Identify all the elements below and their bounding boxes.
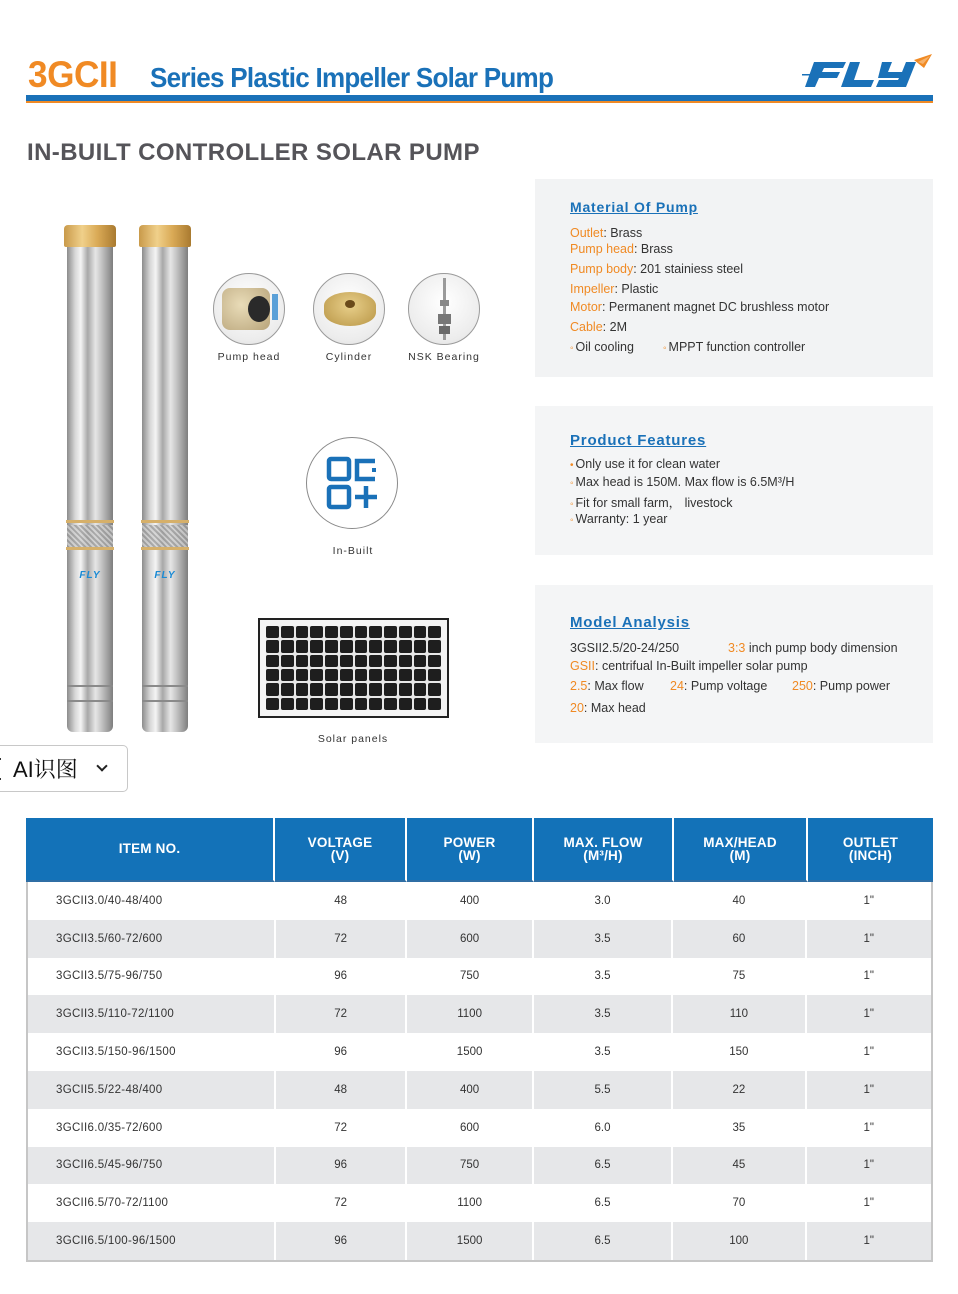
bullet-icon: ◦ xyxy=(570,343,574,354)
fly-logo-icon xyxy=(802,54,934,90)
model-gsii: GSII: centrifual In-Built impeller solar pump xyxy=(570,659,808,673)
solar-cell xyxy=(399,655,412,667)
material-item: Cable: 2M xyxy=(570,320,627,334)
solar-cell xyxy=(384,640,397,652)
solar-cell xyxy=(414,626,427,638)
solar-cell xyxy=(414,640,427,652)
solar-cell xyxy=(296,626,309,638)
solar-panel-image xyxy=(258,618,449,718)
solar-cell xyxy=(296,655,309,667)
pump-image-2 xyxy=(139,225,191,732)
model-analysis-panel xyxy=(535,585,933,743)
solar-cell xyxy=(384,698,397,710)
solar-cell xyxy=(355,698,368,710)
col-header-item-no: ITEM NO. xyxy=(26,818,275,882)
solar-cell xyxy=(340,655,353,667)
bullet-icon: ◦ xyxy=(663,343,667,354)
solar-cell xyxy=(340,626,353,638)
table-row: 3GCII3.5/150-96/1500 96 1500 3.5 150 1" xyxy=(28,1033,931,1071)
solar-cell xyxy=(414,683,427,695)
model-dimension: 3:3 inch pump body dimension xyxy=(728,641,898,655)
solar-cell xyxy=(281,626,294,638)
table-row: 3GCII6.5/70-72/1100 72 1100 6.5 70 1" xyxy=(28,1184,931,1222)
solar-cell xyxy=(399,669,412,681)
solar-cell xyxy=(399,640,412,652)
solar-cell xyxy=(369,655,382,667)
solar-cell xyxy=(355,669,368,681)
solar-cell xyxy=(325,669,338,681)
solar-cell xyxy=(340,669,353,681)
solar-cell xyxy=(399,698,412,710)
brass-outlet-icon xyxy=(64,225,116,247)
series-code: 3GCII xyxy=(28,54,118,95)
section-subtitle: IN-BUILT CONTROLLER SOLAR PUMP xyxy=(27,139,480,166)
solar-cell xyxy=(310,683,323,695)
brass-outlet-icon xyxy=(139,225,191,247)
solar-cell xyxy=(281,640,294,652)
table-row: 3GCII3.5/110-72/1100 72 1100 3.5 110 1" xyxy=(28,995,931,1033)
solar-cell xyxy=(384,655,397,667)
feature-item: • Only use it for clean water xyxy=(570,457,721,471)
solar-cell xyxy=(296,640,309,652)
bearing-image-icon xyxy=(408,273,480,345)
component-pump-head: Pump head xyxy=(211,273,287,363)
solar-cell xyxy=(384,669,397,681)
feature-item: ◦ Fit for small farm， livestock xyxy=(570,496,733,510)
material-item: Outlet: Brass xyxy=(570,226,643,240)
solar-cell xyxy=(310,698,323,710)
solar-cell xyxy=(428,669,441,681)
solar-cell xyxy=(266,698,279,710)
spec-table xyxy=(26,818,933,1262)
solar-cell xyxy=(325,626,338,638)
table-row: 3GCII3.0/40-48/400 48 400 3.0 40 1" xyxy=(28,882,931,920)
material-item: Pump body: 201 stainiess steel xyxy=(570,262,744,276)
solar-cell xyxy=(325,698,338,710)
solar-cell xyxy=(281,683,294,695)
solar-cell xyxy=(414,669,427,681)
pump-head-image-icon xyxy=(213,273,285,345)
material-bullet: ◦ MPPT function controller xyxy=(663,340,806,354)
bullet-icon: • xyxy=(570,460,574,471)
solar-cell xyxy=(266,640,279,652)
cylinder-image-icon xyxy=(313,273,385,345)
solar-cell xyxy=(325,640,338,652)
solar-cell xyxy=(428,698,441,710)
solar-cell xyxy=(340,683,353,695)
component-cylinder: Cylinder xyxy=(311,273,387,363)
features-title: Product Features xyxy=(570,432,707,449)
pump-brand-label: FLY xyxy=(79,570,101,581)
header-divider-accent xyxy=(26,101,933,103)
page-title: Series Plastic Impeller Solar Pump xyxy=(150,62,554,93)
material-title: Material Of Pump xyxy=(570,199,698,215)
solar-cell xyxy=(310,626,323,638)
solar-cell xyxy=(384,683,397,695)
col-header-outlet: OUTLET (INCH) xyxy=(808,818,933,882)
component-nsk-bearing: NSK Bearing xyxy=(406,273,482,363)
table-row: 3GCII6.5/100-96/1500 96 1500 6.5 100 1" xyxy=(28,1222,931,1260)
solar-cell xyxy=(266,669,279,681)
table-row: 3GCII3.5/75-96/750 96 750 3.5 75 1" xyxy=(28,958,931,996)
solar-panel-label: Solar panels xyxy=(317,733,389,745)
solar-cell xyxy=(325,655,338,667)
solar-cell xyxy=(355,655,368,667)
model-analysis-title: Model Analysis xyxy=(570,614,690,631)
model-voltage: 24: Pump voltage xyxy=(670,679,768,693)
solar-cell xyxy=(369,640,382,652)
solar-cell xyxy=(355,626,368,638)
feature-item: ◦ Max head is 150M. Max flow is 6.5M³/H xyxy=(570,475,795,489)
bullet-icon: ◦ xyxy=(570,478,574,489)
material-panel xyxy=(535,179,933,377)
model-head: 20: Max head xyxy=(570,701,646,715)
solar-cell xyxy=(428,655,441,667)
solar-cell xyxy=(399,626,412,638)
solar-cell xyxy=(310,640,323,652)
solar-cell xyxy=(296,683,309,695)
solar-cell xyxy=(369,698,382,710)
solar-cell xyxy=(355,640,368,652)
material-bullet: ◦ Oil cooling xyxy=(570,340,634,354)
solar-cell xyxy=(414,655,427,667)
features-panel xyxy=(535,406,933,555)
material-item: Impeller: Plastic xyxy=(570,282,659,296)
scan-bracket-icon xyxy=(0,758,1,780)
solar-cell xyxy=(281,655,294,667)
solar-cell xyxy=(281,669,294,681)
solar-cell xyxy=(325,683,338,695)
material-item: Motor: Permanent magnet DC brushless motor xyxy=(570,300,830,314)
solar-cell xyxy=(310,655,323,667)
solar-cell xyxy=(369,669,382,681)
col-header-power: POWER (W) xyxy=(407,818,534,882)
solar-panel-icon xyxy=(266,626,441,710)
ai-button-label: AI识图 xyxy=(13,757,78,782)
material-item: Pump head: Brass xyxy=(570,242,673,256)
solar-cell xyxy=(355,683,368,695)
table-header xyxy=(26,818,933,882)
col-header-max-flow: MAX. FLOW (M³/H) xyxy=(534,818,674,882)
solar-cell xyxy=(340,640,353,652)
solar-cell xyxy=(281,698,294,710)
solar-cell xyxy=(296,669,309,681)
table-body xyxy=(26,882,933,1262)
solar-cell xyxy=(266,626,279,638)
col-header-voltage: VOLTAGE (V) xyxy=(275,818,407,882)
bullet-icon: ◦ xyxy=(570,515,574,526)
solar-cell xyxy=(428,683,441,695)
col-header-max-head: MAX/HEAD (M) xyxy=(674,818,808,882)
solar-cell xyxy=(414,698,427,710)
solar-cell xyxy=(399,683,412,695)
model-flow: 2.5: Max flow xyxy=(570,679,644,693)
solar-cell xyxy=(340,698,353,710)
inbuilt-controller: In-Built xyxy=(306,437,400,557)
pump-brand-label: FLY xyxy=(154,570,176,581)
solar-cell xyxy=(384,626,397,638)
solar-cell xyxy=(310,669,323,681)
solar-cell xyxy=(428,626,441,638)
table-row: 3GCII3.5/60-72/600 72 600 3.5 60 1" xyxy=(28,920,931,958)
solar-cell xyxy=(369,683,382,695)
solar-cell xyxy=(296,698,309,710)
table-row: 3GCII5.5/22-48/400 48 400 5.5 22 1" xyxy=(28,1071,931,1109)
model-example: 3GSII2.5/20-24/250 xyxy=(570,641,680,655)
feature-item: ◦ Warranty: 1 year xyxy=(570,512,668,526)
bullet-icon: ◦ xyxy=(570,499,574,510)
table-row: 3GCII6.5/45-96/750 96 750 6.5 45 1" xyxy=(28,1147,931,1185)
chevron-down-icon[interactable] xyxy=(96,760,107,771)
page-header xyxy=(28,54,932,96)
solar-cell xyxy=(266,655,279,667)
solar-cell xyxy=(369,626,382,638)
pump-image-1 xyxy=(64,225,116,732)
inbuilt-controller-icon xyxy=(307,438,399,530)
ai-recognize-button[interactable] xyxy=(0,745,128,792)
solar-cell xyxy=(266,683,279,695)
table-row: 3GCII6.0/35-72/600 72 600 6.0 35 1" xyxy=(28,1109,931,1147)
model-power: 250: Pump power xyxy=(792,679,890,693)
solar-cell xyxy=(428,640,441,652)
